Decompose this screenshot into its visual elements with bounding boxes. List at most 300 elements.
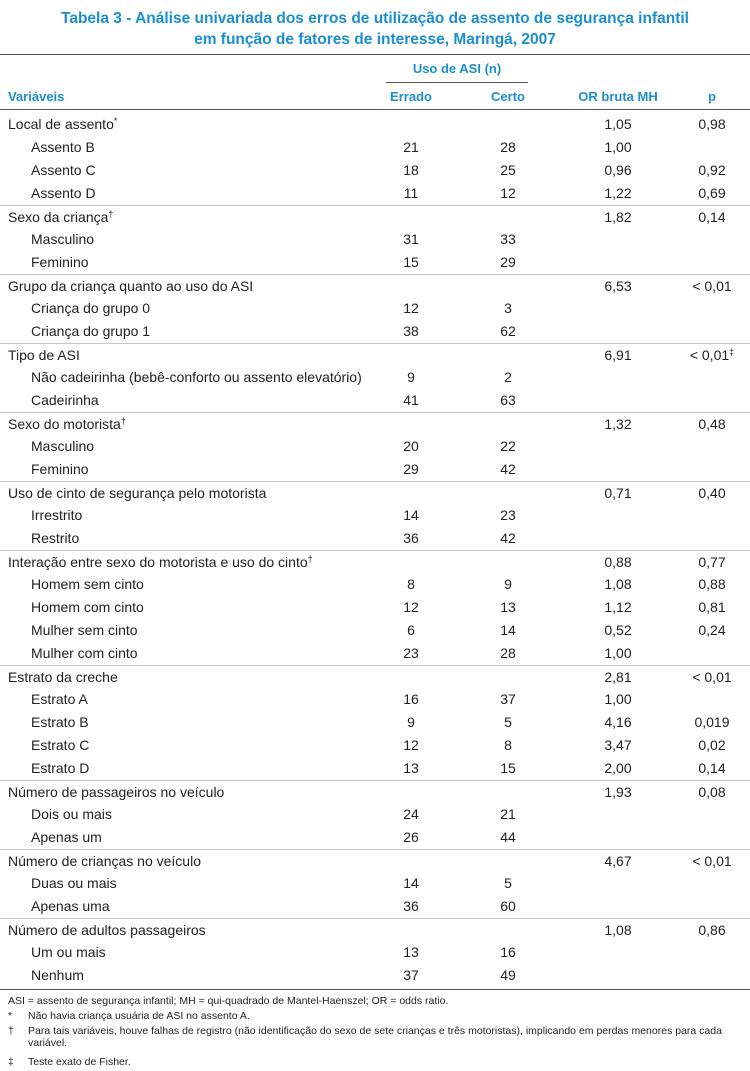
row-label-text: Feminino xyxy=(31,461,89,477)
row-label-text: Restrito xyxy=(31,530,80,546)
cell-errado xyxy=(383,182,439,205)
cell-p-text: 0,98 xyxy=(698,116,726,132)
cell-certo xyxy=(480,251,536,274)
row-label xyxy=(8,413,126,436)
table-row-variable xyxy=(0,665,750,688)
row-label xyxy=(8,482,266,505)
row-label-text: Cadeirinha xyxy=(31,392,99,408)
cell-p xyxy=(684,113,740,136)
cell-certo-text: 16 xyxy=(500,944,516,960)
table-row-category xyxy=(0,435,750,458)
cell-errado-text: 12 xyxy=(403,599,419,615)
cell-p xyxy=(684,413,740,436)
cell-or xyxy=(590,781,646,804)
cell-certo-text: 14 xyxy=(500,622,516,638)
footnote-asterisk xyxy=(8,1010,748,1022)
table-row-category xyxy=(0,757,750,780)
table-row-variable xyxy=(0,780,750,803)
cell-certo xyxy=(480,619,536,642)
cell-p-text: 0,48 xyxy=(698,416,726,432)
cell-or xyxy=(590,159,646,182)
cell-certo xyxy=(480,688,536,711)
cell-certo-text: 60 xyxy=(500,898,516,914)
cell-p xyxy=(684,596,740,619)
cell-or-text: 1,00 xyxy=(604,645,632,661)
cell-certo xyxy=(480,642,536,665)
cell-errado-text: 11 xyxy=(403,185,419,201)
footnote-mark: * xyxy=(8,1010,13,1022)
table-row-category xyxy=(0,182,750,205)
cell-or-text: 1,22 xyxy=(604,185,632,201)
row-label xyxy=(31,251,89,274)
cell-errado-text: 9 xyxy=(407,714,415,730)
cell-p xyxy=(684,781,740,804)
cell-p-text: 0,40 xyxy=(698,485,726,501)
cell-errado xyxy=(383,435,439,458)
cell-or-text: 0,52 xyxy=(604,622,632,638)
row-label xyxy=(8,850,201,873)
header-variaveis: Variáveis xyxy=(8,89,65,104)
cell-or xyxy=(590,482,646,505)
table-row-category xyxy=(0,941,750,964)
row-label-text: Tipo de ASI xyxy=(8,347,80,363)
table-row-variable xyxy=(0,550,750,573)
top-rule xyxy=(0,54,750,55)
table-row-variable xyxy=(0,274,750,297)
row-label xyxy=(31,872,117,895)
row-label xyxy=(31,895,110,918)
table-row-category xyxy=(0,251,750,274)
row-label-text: Número de crianças no veículo xyxy=(8,853,201,869)
cell-errado xyxy=(383,757,439,780)
cell-p-text: 0,019 xyxy=(694,714,730,730)
row-label xyxy=(8,344,80,367)
header-or-bruta-mh: OR bruta MH xyxy=(578,89,658,104)
cell-certo xyxy=(480,711,536,734)
cell-errado xyxy=(383,320,439,343)
cell-errado xyxy=(383,642,439,665)
row-label-text: Sexo do motorista xyxy=(8,416,121,432)
footnote-ref: * xyxy=(113,116,118,126)
row-label xyxy=(31,182,96,205)
cell-errado-text: 8 xyxy=(407,576,415,592)
table-row-variable xyxy=(0,918,750,941)
cell-certo-text: 33 xyxy=(500,231,516,247)
cell-p-text: 0,08 xyxy=(698,784,726,800)
cell-errado-text: 13 xyxy=(403,760,419,776)
cell-or-text: 0,96 xyxy=(604,162,632,178)
row-label xyxy=(31,619,138,642)
cell-certo-text: 22 xyxy=(500,438,516,454)
table-row-category xyxy=(0,297,750,320)
table-row-category xyxy=(0,711,750,734)
cell-or xyxy=(590,666,646,689)
cell-or-text: 2,00 xyxy=(604,760,632,776)
cell-p xyxy=(684,573,740,596)
cell-or xyxy=(590,344,646,367)
table-row-variable xyxy=(0,412,750,435)
row-label-text: Masculino xyxy=(31,231,95,247)
row-label-text: Número de adultos passageiros xyxy=(8,922,206,938)
cell-or xyxy=(590,734,646,757)
cell-certo-text: 12 xyxy=(500,185,516,201)
row-label xyxy=(8,781,224,804)
cell-or xyxy=(590,206,646,229)
cell-p xyxy=(684,182,740,205)
bottom-rule xyxy=(0,989,750,990)
table-row-category xyxy=(0,688,750,711)
cell-certo xyxy=(480,872,536,895)
cell-or xyxy=(590,275,646,298)
table-row-category xyxy=(0,458,750,481)
footnote-text: Para tais variáveis, houve falhas de registro (não identificação do sexo de sete crianças e três motoristas), implicando em perdas menores para cada variável. xyxy=(28,1025,722,1049)
cell-p-text: < 0,01 xyxy=(689,347,730,363)
footnote-mark: ‡ xyxy=(8,1056,14,1068)
row-label-text: Homem com cinto xyxy=(31,599,144,615)
cell-p xyxy=(684,275,740,298)
cell-p-text: < 0,01 xyxy=(692,853,732,869)
row-label xyxy=(31,527,79,550)
table-row-category xyxy=(0,228,750,251)
header-group-underline xyxy=(386,82,528,83)
cell-certo-text: 49 xyxy=(500,967,516,983)
row-label xyxy=(31,297,150,320)
row-label-text: Apenas uma xyxy=(31,898,110,914)
cell-errado-text: 14 xyxy=(403,875,419,891)
cell-or-text: 0,88 xyxy=(604,554,632,570)
row-label xyxy=(8,551,313,574)
row-label-text: Uso de cinto de segurança pelo motorista xyxy=(8,485,267,501)
cell-or xyxy=(590,573,646,596)
cell-certo xyxy=(480,435,536,458)
cell-certo-text: 15 xyxy=(500,760,516,776)
cell-certo-text: 8 xyxy=(504,737,512,753)
table-row-category xyxy=(0,159,750,182)
cell-errado-text: 38 xyxy=(403,323,419,339)
cell-errado xyxy=(383,941,439,964)
row-label-text: Duas ou mais xyxy=(31,875,117,891)
cell-or-text: 1,32 xyxy=(604,416,632,432)
cell-errado-text: 6 xyxy=(407,622,415,638)
cell-certo xyxy=(480,573,536,596)
cell-errado xyxy=(383,136,439,159)
row-label-text: Irrestrito xyxy=(31,507,83,523)
cell-certo xyxy=(480,757,536,780)
cell-certo-text: 28 xyxy=(500,645,516,661)
cell-p xyxy=(684,482,740,505)
row-label-text: Feminino xyxy=(31,254,89,270)
row-label xyxy=(31,596,144,619)
table-row-category xyxy=(0,366,750,389)
row-label xyxy=(31,826,102,849)
table-row-category xyxy=(0,826,750,849)
table-row-variable xyxy=(0,343,750,366)
cell-p-text: < 0,01 xyxy=(692,669,732,685)
cell-certo xyxy=(480,895,536,918)
cell-or xyxy=(590,551,646,574)
cell-certo-text: 13 xyxy=(500,599,516,615)
table-row-variable xyxy=(0,205,750,228)
cell-or-text: 6,53 xyxy=(604,278,632,294)
cell-errado xyxy=(383,619,439,642)
footnote-ref: † xyxy=(108,209,114,219)
footnote-text: Não havia criança usuária de ASI no assento A. xyxy=(28,1010,250,1022)
table-title xyxy=(0,8,750,50)
cell-errado-text: 18 xyxy=(403,162,419,178)
cell-errado-text: 36 xyxy=(403,898,419,914)
cell-errado xyxy=(383,596,439,619)
table-body xyxy=(0,113,750,987)
cell-or xyxy=(590,642,646,665)
cell-certo-text: 2 xyxy=(504,369,512,385)
cell-certo-text: 44 xyxy=(500,829,516,845)
cell-errado xyxy=(383,389,439,412)
table-title-line1: Tabela 3 - Análise univariada dos erros de utilização de assento de segurança infantil xyxy=(61,10,689,27)
row-label-text: Mulher com cinto xyxy=(31,645,138,661)
header-errado: Errado xyxy=(390,89,432,104)
cell-or xyxy=(590,711,646,734)
row-label xyxy=(31,320,150,343)
cell-certo-text: 42 xyxy=(500,461,516,477)
cell-or-text: 1,82 xyxy=(604,209,632,225)
row-label xyxy=(31,941,106,964)
row-label xyxy=(31,366,362,389)
cell-or-text: 1,05 xyxy=(604,116,632,132)
row-label xyxy=(31,389,99,412)
cell-certo xyxy=(480,458,536,481)
cell-p xyxy=(684,734,740,757)
row-label-text: Criança do grupo 0 xyxy=(31,300,151,316)
cell-errado-text: 37 xyxy=(403,967,419,983)
table-row-category xyxy=(0,320,750,343)
cell-or xyxy=(590,182,646,205)
row-label-text: Assento C xyxy=(31,162,96,178)
cell-errado-text: 15 xyxy=(403,254,419,270)
row-label xyxy=(8,919,206,942)
cell-certo xyxy=(480,182,536,205)
cell-errado xyxy=(383,803,439,826)
cell-or-text: 3,47 xyxy=(604,737,632,753)
cell-certo xyxy=(480,826,536,849)
cell-or xyxy=(590,413,646,436)
row-label xyxy=(31,159,96,182)
cell-p xyxy=(684,757,740,780)
table-row-category xyxy=(0,872,750,895)
cell-certo xyxy=(480,228,536,251)
cell-certo xyxy=(480,389,536,412)
cell-errado xyxy=(383,228,439,251)
table-row-category xyxy=(0,803,750,826)
cell-errado xyxy=(383,826,439,849)
cell-p xyxy=(684,850,740,873)
row-label-text: Estrato A xyxy=(31,691,88,707)
row-label-text: Um ou mais xyxy=(31,944,106,960)
row-label-text: Não cadeirinha (bebê-conforto ou assento elevatório) xyxy=(31,369,362,385)
cell-certo-text: 23 xyxy=(500,507,516,523)
row-label xyxy=(31,688,88,711)
cell-certo-text: 25 xyxy=(500,162,516,178)
cell-errado xyxy=(383,872,439,895)
cell-errado xyxy=(383,458,439,481)
table-row-category xyxy=(0,964,750,987)
cell-errado-text: 13 xyxy=(403,944,419,960)
cell-certo xyxy=(480,596,536,619)
row-label-text: Estrato da creche xyxy=(8,669,118,685)
row-label-text: Estrato C xyxy=(31,737,90,753)
row-label-text: Número de passageiros no veículo xyxy=(8,784,225,800)
row-label-text: Grupo da criança quanto ao uso do ASI xyxy=(8,278,254,294)
cell-p-text: 0,69 xyxy=(698,185,726,201)
row-label xyxy=(8,666,118,689)
cell-errado-text: 24 xyxy=(403,806,419,822)
cell-or-text: 4,67 xyxy=(604,853,632,869)
cell-p xyxy=(684,666,740,689)
cell-certo xyxy=(480,941,536,964)
row-label xyxy=(31,642,138,665)
cell-errado-text: 29 xyxy=(403,461,419,477)
row-label xyxy=(31,504,82,527)
cell-certo-text: 42 xyxy=(500,530,516,546)
cell-errado xyxy=(383,734,439,757)
table-row-category xyxy=(0,136,750,159)
cell-or xyxy=(590,113,646,136)
cell-or-text: 0,71 xyxy=(604,485,632,501)
row-label xyxy=(31,964,84,987)
cell-or-text: 1,08 xyxy=(604,576,632,592)
cell-or xyxy=(590,850,646,873)
row-label-text: Interação entre sexo do motorista e uso do cinto xyxy=(8,554,308,570)
cell-p-text: 0,02 xyxy=(698,737,726,753)
row-label-text: Dois ou mais xyxy=(31,806,112,822)
cell-or xyxy=(590,136,646,159)
row-label xyxy=(8,275,253,298)
table-title-line2: em função de fatores de interesse, Maringá, 2007 xyxy=(194,31,556,48)
cell-certo xyxy=(480,297,536,320)
row-label xyxy=(31,711,89,734)
cell-or-text: 1,93 xyxy=(604,784,632,800)
header-group-uso-asi: Uso de ASI (n) xyxy=(412,61,502,76)
table-row-category xyxy=(0,619,750,642)
row-label xyxy=(31,136,95,159)
cell-certo-text: 5 xyxy=(504,875,512,891)
cell-errado xyxy=(383,297,439,320)
cell-errado-text: 21 xyxy=(403,139,419,155)
cell-errado xyxy=(383,527,439,550)
row-label-text: Estrato B xyxy=(31,714,89,730)
cell-or xyxy=(590,919,646,942)
header-rule xyxy=(0,109,750,110)
cell-errado-text: 12 xyxy=(403,737,419,753)
cell-certo xyxy=(480,159,536,182)
row-label-text: Local de assento xyxy=(8,116,114,132)
cell-or xyxy=(590,688,646,711)
cell-p-text: 0,81 xyxy=(698,599,726,615)
cell-errado xyxy=(383,504,439,527)
cell-errado-text: 36 xyxy=(403,530,419,546)
cell-p-text: < 0,01 xyxy=(692,278,732,294)
cell-p-text: 0,86 xyxy=(698,922,726,938)
row-label xyxy=(31,435,94,458)
cell-certo xyxy=(480,734,536,757)
cell-p xyxy=(684,619,740,642)
table-row-category xyxy=(0,527,750,550)
row-label xyxy=(31,734,89,757)
cell-p xyxy=(684,551,740,574)
cell-errado-text: 14 xyxy=(403,507,419,523)
row-label-text: Sexo da criança xyxy=(8,209,109,225)
cell-certo-text: 63 xyxy=(500,392,516,408)
cell-certo xyxy=(480,320,536,343)
row-label-text: Criança do grupo 1 xyxy=(31,323,151,339)
cell-errado xyxy=(383,964,439,987)
cell-certo-text: 9 xyxy=(504,576,512,592)
cell-errado-text: 31 xyxy=(403,231,419,247)
cell-p-text: 0,14 xyxy=(698,209,726,225)
table-row-category xyxy=(0,596,750,619)
table-row-variable xyxy=(0,481,750,504)
cell-p xyxy=(684,344,740,367)
cell-p xyxy=(684,159,740,182)
footnote-text: Teste exato de Fisher. xyxy=(28,1056,131,1068)
cell-p-text: 0,88 xyxy=(698,576,726,592)
cell-or xyxy=(590,619,646,642)
row-label-text: Estrato D xyxy=(31,760,90,776)
row-label xyxy=(8,113,117,136)
cell-p-text: 0,92 xyxy=(698,162,726,178)
cell-errado-text: 12 xyxy=(403,300,419,316)
cell-p-text: 0,14 xyxy=(698,760,726,776)
cell-or xyxy=(590,596,646,619)
footnote-mark: † xyxy=(8,1025,14,1037)
cell-certo xyxy=(480,366,536,389)
cell-or-text: 2,81 xyxy=(604,669,632,685)
cell-or-text: 1,12 xyxy=(604,599,632,615)
cell-certo-text: 5 xyxy=(504,714,512,730)
table-row-category xyxy=(0,389,750,412)
cell-errado xyxy=(383,711,439,734)
row-label-text: Assento D xyxy=(31,185,96,201)
cell-errado xyxy=(383,895,439,918)
cell-certo-text: 21 xyxy=(500,806,516,822)
cell-or-text: 1,08 xyxy=(604,922,632,938)
cell-certo-text: 62 xyxy=(500,323,516,339)
cell-certo xyxy=(480,504,536,527)
cell-errado xyxy=(383,688,439,711)
row-label-text: Apenas um xyxy=(31,829,102,845)
footnote-double-dagger xyxy=(8,1056,748,1068)
cell-p xyxy=(684,206,740,229)
cell-or-text: 1,00 xyxy=(604,139,632,155)
cell-certo xyxy=(480,527,536,550)
cell-p-text: 0,77 xyxy=(698,554,726,570)
cell-errado-text: 9 xyxy=(407,369,415,385)
table-row-category xyxy=(0,642,750,665)
cell-errado-text: 26 xyxy=(403,829,419,845)
cell-certo xyxy=(480,136,536,159)
row-label xyxy=(31,228,94,251)
table-row-category xyxy=(0,573,750,596)
cell-p-text: 0,24 xyxy=(698,622,726,638)
table-row-category xyxy=(0,734,750,757)
cell-certo xyxy=(480,803,536,826)
cell-errado-text: 41 xyxy=(403,392,419,408)
row-label xyxy=(31,757,89,780)
cell-certo-text: 29 xyxy=(500,254,516,270)
table-row-category xyxy=(0,504,750,527)
cell-certo xyxy=(480,964,536,987)
cell-or-text: 1,00 xyxy=(604,691,632,707)
table-row-variable xyxy=(0,113,750,136)
